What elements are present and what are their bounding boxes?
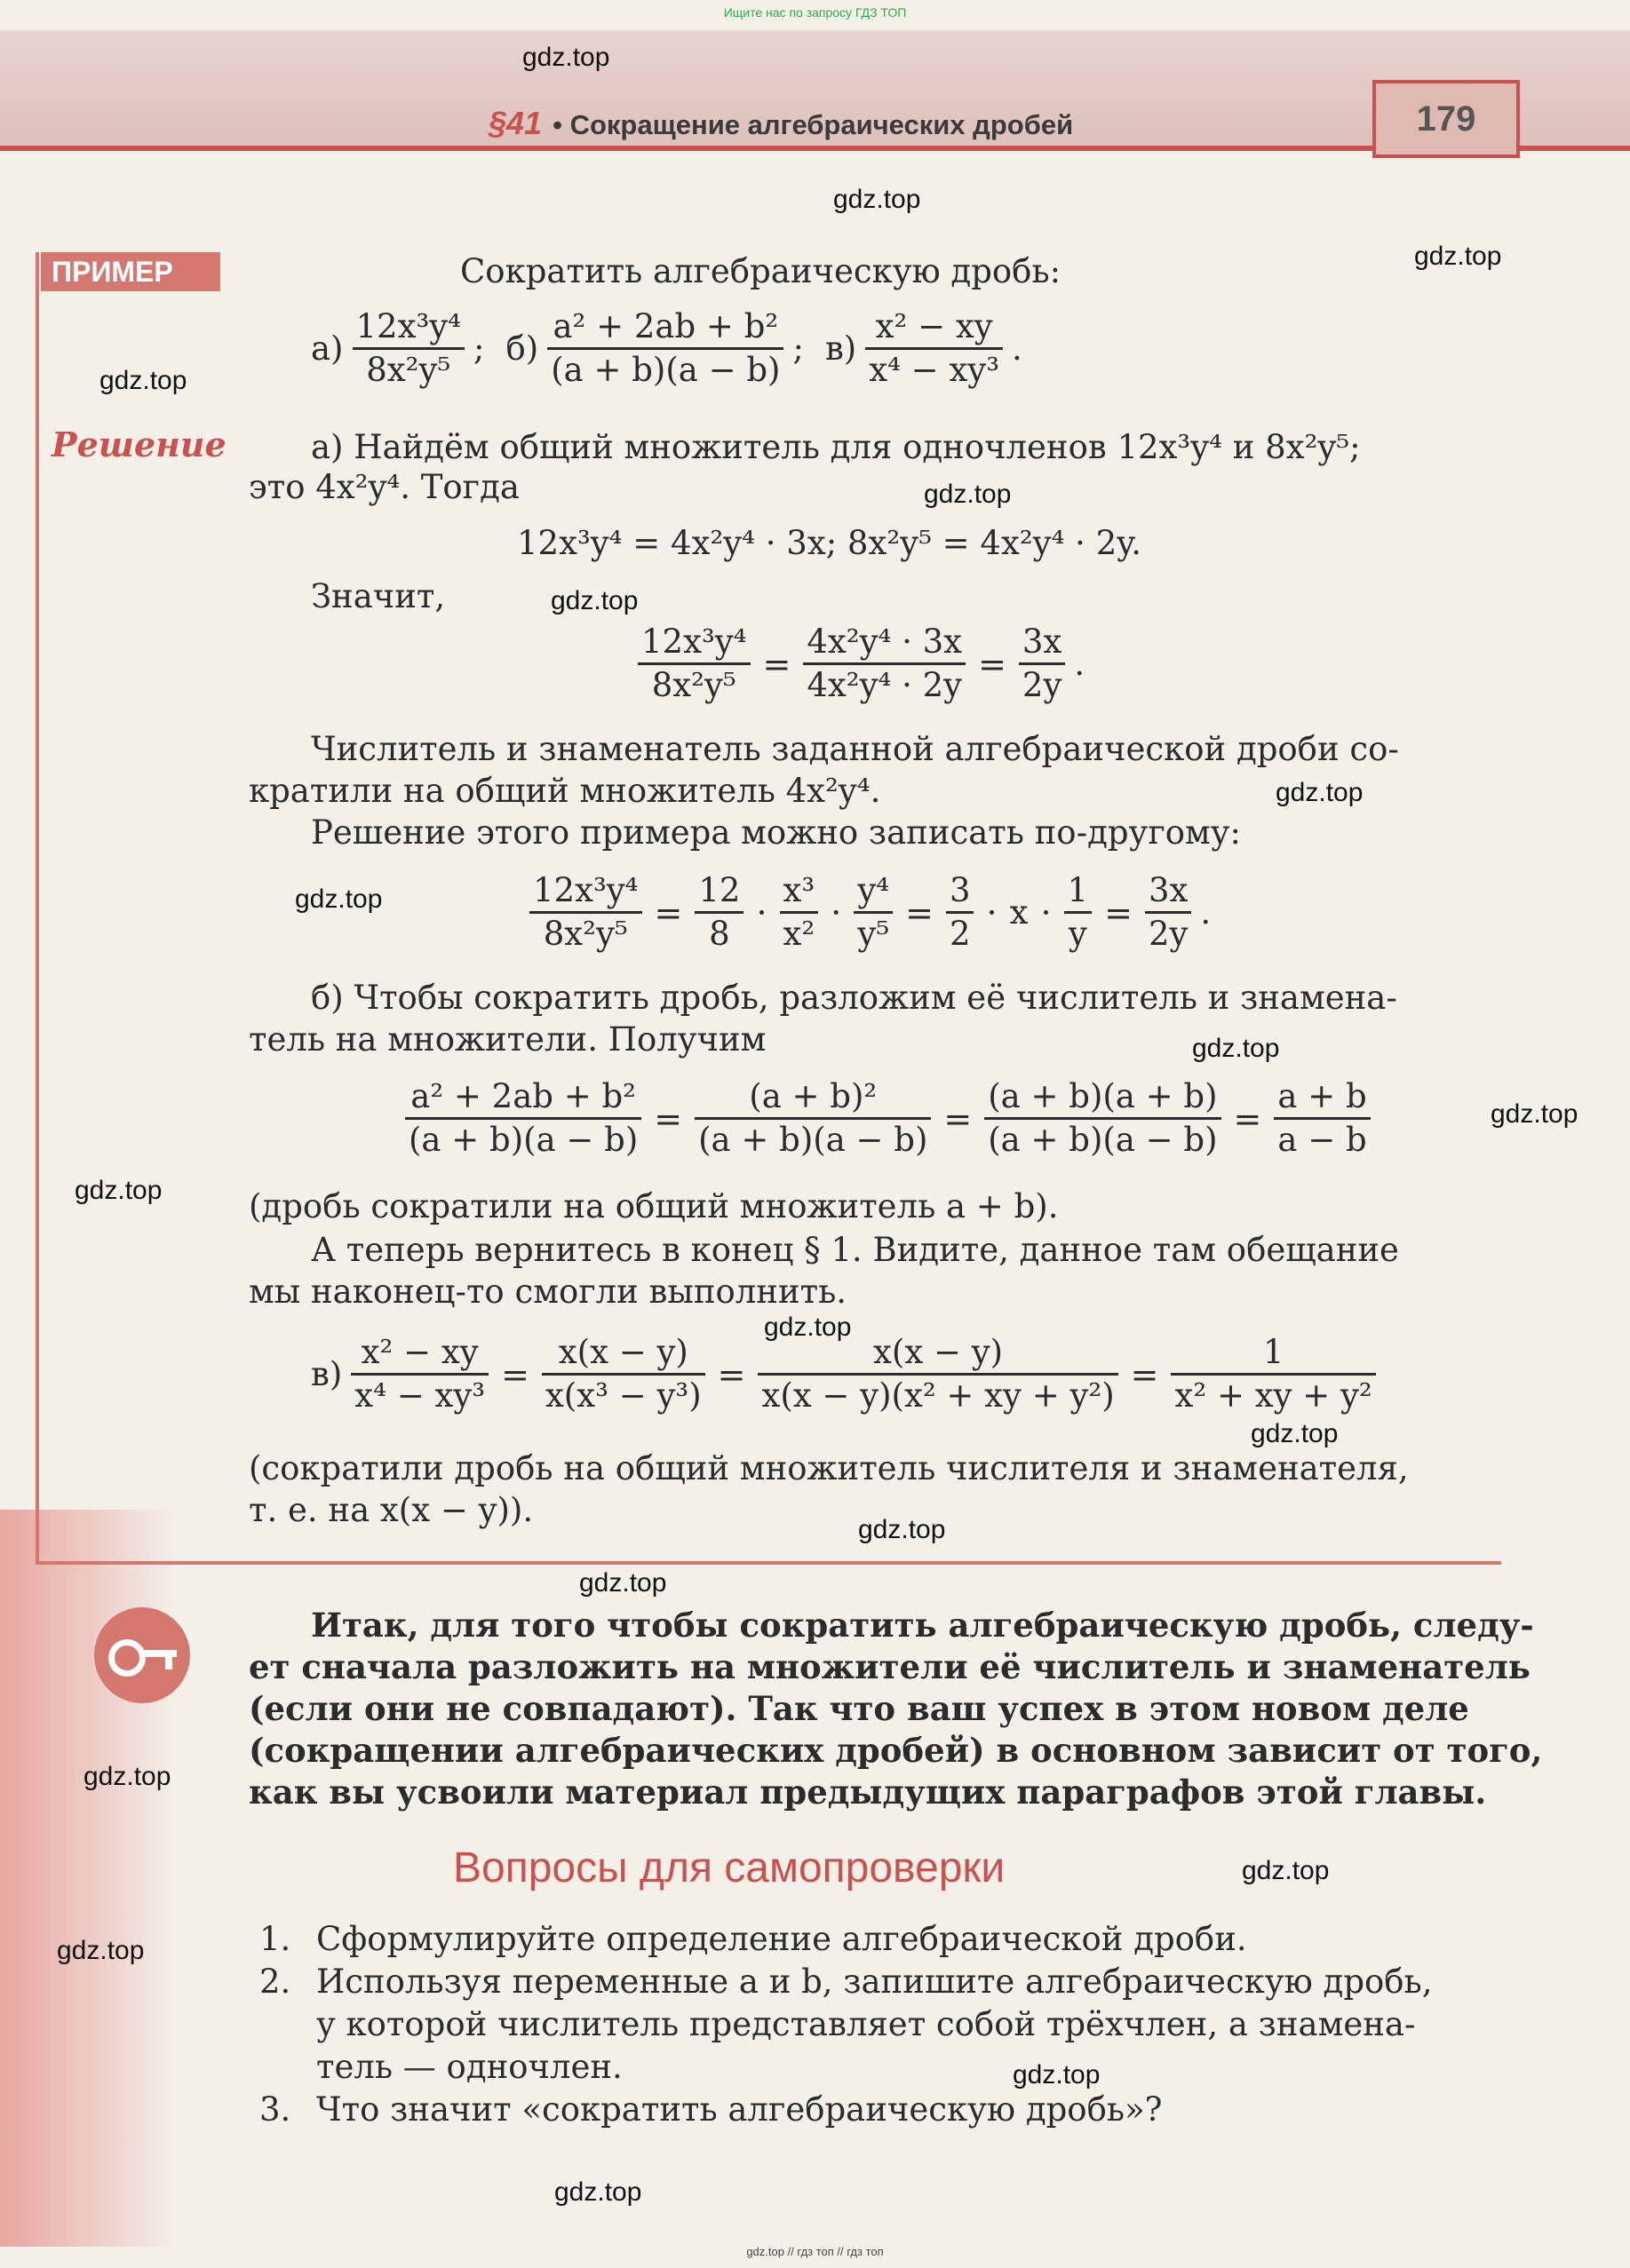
solution-b-fraction-chain <box>405 1076 1371 1161</box>
item-b-label: б) <box>505 329 539 368</box>
fraction: $\frac{3x}{2y}$ <box>1145 870 1191 955</box>
solution-b-text3: мы наконец-то смогли выполнить. <box>249 1273 847 1311</box>
solution-a-line2: это 4x²y⁴. Тогда <box>249 468 520 506</box>
solution-v-text2: т. е. на x(x − y)). <box>249 1491 534 1529</box>
fraction: $\frac{\text{(a + b)²}}{(a + b)(a - b)}$ <box>695 1076 931 1161</box>
question-2-line3: тель — одночлен. <box>316 2048 623 2086</box>
fraction: $\frac{\text{a² + 2ab + b²}}{(a + b)(a - b)}$ <box>405 1076 641 1161</box>
equals-sign: = <box>654 892 683 932</box>
fraction: $\frac{\text{x³}}{\text{x²}}$ <box>780 870 819 955</box>
watermark: gdz.top <box>1251 1419 1339 1448</box>
fraction: $\frac{1}{y}$ <box>1064 870 1093 955</box>
conclusion-line4: (сокращении алгебраических дробей) в основном зависит от того, <box>249 1731 1543 1770</box>
conclusion-line2: ет сначала разложить на множители её числитель и знаменатель <box>249 1647 1531 1686</box>
solution-a-alt-chain <box>529 870 1211 955</box>
watermark: gdz.top <box>1414 242 1502 271</box>
solution-a-equation: 12x³y⁴ = 4x²y⁴ · 3x; 8x²y⁵ = 4x²y⁴ · 2y. <box>517 524 1141 562</box>
task-items <box>311 306 1022 391</box>
fraction: $\frac{\text{4x²y⁴ · 3x}}{\text{4x²y⁴ · 2y}}$ <box>803 622 966 706</box>
watermark: gdz.top <box>551 586 639 615</box>
equals-sign: = <box>1104 892 1133 932</box>
watermark: gdz.top <box>554 2177 642 2207</box>
question-2-line1: Используя переменные a и b, запишите алгебраическую дробь, <box>316 1963 1433 2001</box>
fraction: $\frac{1}{\text{x² + xy + y²}}$ <box>1171 1332 1375 1416</box>
item-a-fraction: $\frac{\text{12x³y⁴}}{\text{8x²y⁵}}$ <box>353 306 465 391</box>
watermark: gdz.top <box>57 1936 145 1965</box>
solution-b-line2: тель на множители. Получим <box>249 1020 767 1059</box>
solution-a-fraction-chain <box>638 622 1085 706</box>
equals-sign: = <box>501 1354 529 1394</box>
period: . <box>1200 893 1212 932</box>
question-number: 1. <box>259 1920 291 1958</box>
solution-b-line1: б) Чтобы сократить дробь, разложим её числитель и знамена- <box>311 979 1397 1017</box>
fraction: $\frac{x(x - y)}{\text{x(x³ − y³)}}$ <box>542 1332 705 1416</box>
watermark: gdz.top <box>764 1312 852 1342</box>
section-number: §41 <box>489 105 543 141</box>
question-number: 3. <box>259 2090 291 2129</box>
example-task: Сократить алгебраическую дробь: <box>460 252 1061 290</box>
multiply-sign: · <box>986 892 998 932</box>
watermark: gdz.top <box>295 884 383 914</box>
equals-sign: = <box>762 644 791 684</box>
section-header <box>489 105 1073 142</box>
solution-label: Решение <box>52 424 227 464</box>
solution-a-text1: Числитель и знаменатель заданной алгебраической дроби со- <box>311 730 1399 768</box>
solution-v-fraction-chain <box>311 1332 1376 1416</box>
item-v-label: в) <box>824 329 857 368</box>
watermark: gdz.top <box>99 366 187 395</box>
watermark: gdz.top <box>83 1762 171 1791</box>
item-sep: ; <box>792 329 804 368</box>
watermark: gdz.top <box>1013 2060 1101 2090</box>
watermark: gdz.top <box>1192 1034 1280 1063</box>
solution-b-text2: А теперь вернитесь в конец § 1. Видите, данное там обещание <box>311 1231 1399 1269</box>
fraction: $\frac{\text{12x³y⁴}}{\text{8x²y⁵}}$ <box>638 622 751 706</box>
solution-a-text3: Решение этого примера можно записать по-другому: <box>311 813 1242 852</box>
header-bullet: • <box>553 109 562 140</box>
watermark: gdz.top <box>75 1176 163 1205</box>
solution-a-text2: кратили на общий множитель 4x²y⁴. <box>249 772 881 810</box>
section-title: Сокращение алгебраических дробей <box>569 109 1074 140</box>
equals-sign: = <box>905 892 934 932</box>
fraction: $\frac{x(x - y)}{\text{x(x − y)(x² + xy + y²)}}$ <box>758 1332 1117 1416</box>
equals-sign: = <box>1130 1354 1159 1394</box>
question-2-line2: у которой числитель представляет собой трёхчлен, а знамена- <box>316 2005 1416 2043</box>
item-sep: ; <box>473 329 485 368</box>
example-border-bottom <box>36 1561 1501 1565</box>
watermark: gdz.top <box>579 1568 667 1598</box>
item-v-label: в) <box>311 1355 343 1393</box>
fraction: $\frac{\text{x² − xy}}{\text{x⁴ − xy³}}$ <box>351 1332 489 1416</box>
bottom-hint: gdz.top // гдз топ // гдз топ <box>746 2245 884 2258</box>
equals-sign: = <box>978 644 1006 684</box>
fraction: $\frac{3x}{2y}$ <box>1019 622 1065 706</box>
fraction: $\frac{12}{8}$ <box>695 870 743 955</box>
item-v-fraction: $\frac{\text{x² − xy}}{\text{x⁴ − xy³}}$ <box>865 306 1003 391</box>
fraction: $\frac{\text{y⁴}}{\text{y⁵}}$ <box>854 870 893 955</box>
watermark: gdz.top <box>522 43 610 72</box>
item-a-label: а) <box>311 329 344 368</box>
watermark: gdz.top <box>1276 778 1364 807</box>
question-number: 2. <box>259 1963 291 2001</box>
page-number: 179 <box>1372 80 1520 158</box>
item-b-fraction: $\frac{\text{a² + 2ab + b²}}{(a + b)(a - b)}$ <box>547 306 783 391</box>
watermark: gdz.top <box>1491 1099 1578 1129</box>
watermark: gdz.top <box>1242 1856 1330 1885</box>
solution-v-text1: (сократили дробь на общий множитель числителя и знаменателя, <box>249 1449 1409 1487</box>
variable-x: x <box>1009 893 1029 932</box>
conclusion-line5: как вы усвоили материал предыдущих параграфов этой главы. <box>249 1772 1487 1812</box>
period: . <box>1074 645 1085 683</box>
question-3: Что значит «сократить алгебраическую дробь»? <box>316 2090 1163 2129</box>
questions-heading: Вопросы для самопроверки <box>453 1844 1006 1891</box>
equals-sign: = <box>717 1354 746 1394</box>
conclusion-line1: Итак, для того чтобы сократить алгебраическую дробь, следу- <box>311 1606 1534 1645</box>
multiply-sign: · <box>756 892 767 932</box>
item-end: . <box>1012 329 1022 368</box>
solution-a-znachit: Значит, <box>311 577 446 615</box>
watermark: gdz.top <box>833 185 921 214</box>
fraction: $\frac{a + b}{a - b}$ <box>1274 1076 1370 1161</box>
question-1: Сформулируйте определение алгебраической дроби. <box>316 1920 1247 1958</box>
multiply-sign: · <box>1040 892 1052 932</box>
conclusion-line3: (если они не совпадают). Так что ваш успех в этом новом деле <box>249 1689 1469 1728</box>
solution-b-text1: (дробь сократили на общий множитель a + b). <box>249 1187 1059 1225</box>
watermark: gdz.top <box>924 480 1012 509</box>
equals-sign: = <box>1233 1098 1262 1138</box>
fraction: $\frac{3}{2}$ <box>946 870 974 955</box>
example-border <box>36 252 39 1563</box>
watermark: gdz.top <box>858 1515 946 1544</box>
equals-sign: = <box>654 1098 683 1138</box>
top-search-hint: Ищите нас по запросу ГДЗ ТОП <box>723 5 907 20</box>
example-tag: ПРИМЕР <box>41 252 220 291</box>
key-icon <box>94 1607 190 1703</box>
solution-a-line1: а) Найдём общий множитель для одночленов 12x³y⁴ и 8x²y⁵; <box>311 428 1361 466</box>
multiply-sign: · <box>831 892 842 932</box>
equals-sign: = <box>943 1098 973 1138</box>
fraction: $\frac{(a + b)(a + b)}{(a + b)(a - b)}$ <box>984 1076 1221 1161</box>
fraction: $\frac{\text{12x³y⁴}}{\text{8x²y⁵}}$ <box>529 870 642 955</box>
